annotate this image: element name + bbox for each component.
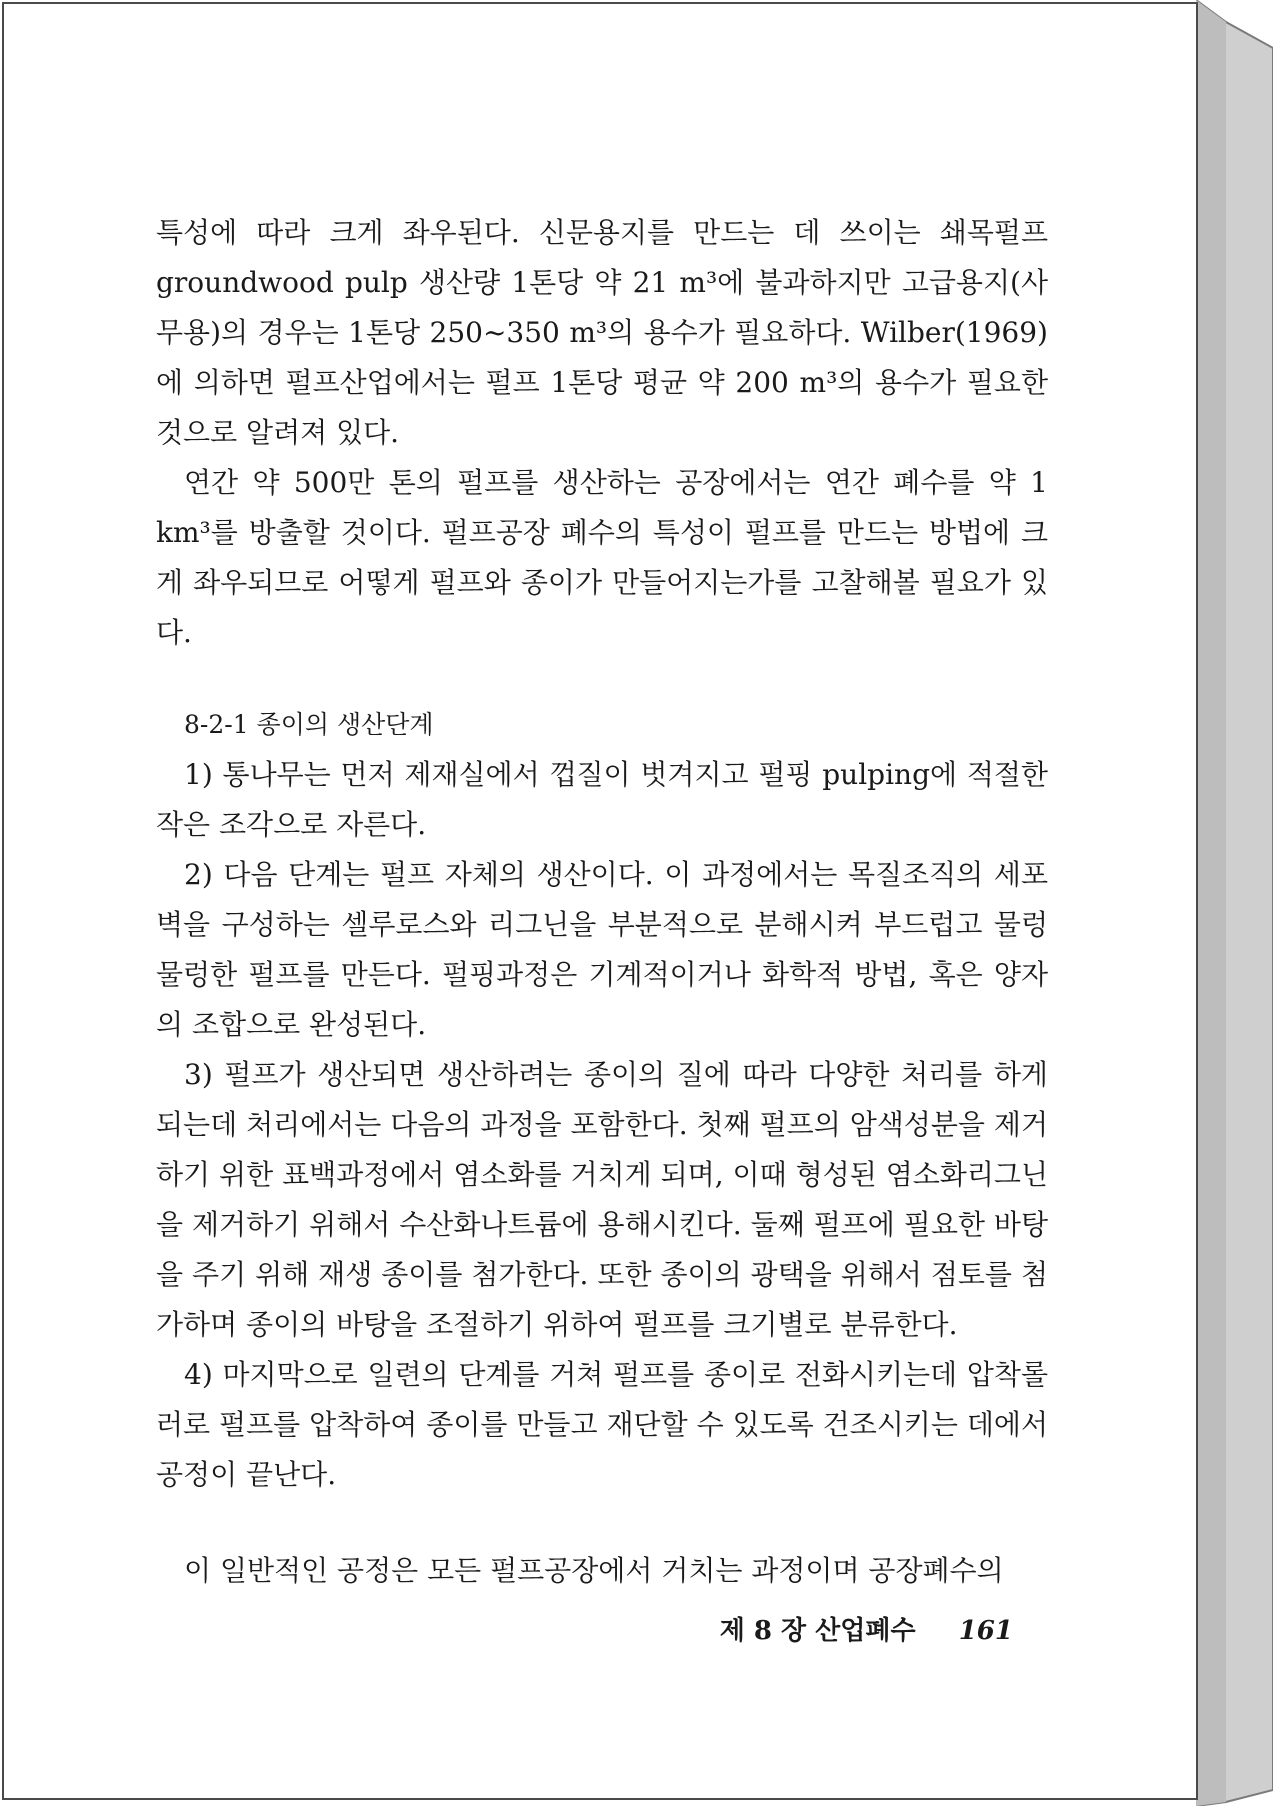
step-paragraph: 4) 마지막으로 일련의 단계를 거쳐 펄프를 종이로 전화시키는데 압착롤러로 펄프를 압착하여 종이를 만들고 재단할 수 있도록 건조시키는 데에서 공정이 끝난다. bbox=[156, 1358, 1049, 1491]
body-paragraph: 연간 약 500만 톤의 펄프를 생산하는 공장에서는 연간 폐수를 약 1 km³를 방출할 것이다. 펄프공장 폐수의 특성이 펄프를 만드는 방법에 크게 좌우되므로 어떻게 펄프와 종이가 만들어지는가를 고찰해볼 필요가 있다. bbox=[156, 466, 1048, 649]
page-body bbox=[156, 208, 1048, 1596]
chapter-title: 제 8 장 산업폐수 bbox=[719, 1616, 916, 1646]
body-paragraph: 특성에 따라 크게 좌우된다. 신문용지를 만드는 데 쓰이는 쇄목펄프 groundwood pulp 생산량 1톤당 약 21 m³에 불과하지만 고급용지(사무용)의 경우는 1톤당 250~350 m³의 용수가 필요하다. Wilber(1969)에 의하면 펄프산업에서는 펄프 1톤당 평균 약 200 m³의 용수가 필요한 것으로 알려져 있다. bbox=[156, 216, 1048, 449]
step-paragraph: 1) 통나무는 먼저 제재실에서 껍질이 벗겨지고 펄핑 pulping에 적절한 작은 조각으로 자른다. bbox=[156, 758, 1048, 841]
page-edge-shadow bbox=[1196, 0, 1273, 1806]
page-number: 161 bbox=[958, 1616, 1013, 1646]
closing-paragraph: 이 일반적인 공정은 모든 펄프공장에서 거치는 과정이며 공장폐수의 bbox=[184, 1554, 1004, 1587]
page-footer bbox=[720, 1610, 1013, 1647]
step-paragraph: 3) 펄프가 생산되면 생산하려는 종이의 질에 따라 다양한 처리를 하게 되는데 처리에서는 다음의 과정을 포함한다. 첫째 펄프의 암색성분을 제거하기 위한 표백과정에서 염소화를 거치게 되며, 이때 형성된 염소화리그닌을 제거하기 위해서 수산화나트륨에 용해시킨다. 둘째 펄프에 필요한 바탕을 주기 위해 재생 종이를 첨가한다. 또한 종이의 광택을 위해서 점토를 첨가하며 종이의 바탕을 조절하기 위하여 펄프를 크기별로 분류한다. bbox=[156, 1058, 1048, 1341]
step-paragraph: 2) 다음 단계는 펄프 자체의 생산이다. 이 과정에서는 목질조직의 세포벽을 구성하는 셀루로스와 리그닌을 부분적으로 분해시켜 부드럽고 물렁물렁한 펄프를 만든다. 펄핑과정은 기계적이거나 화학적 방법, 혹은 양자의 조합으로 완성된다. bbox=[156, 858, 1048, 1041]
section-heading: 8-2-1 종이의 생산단계 bbox=[184, 710, 434, 739]
